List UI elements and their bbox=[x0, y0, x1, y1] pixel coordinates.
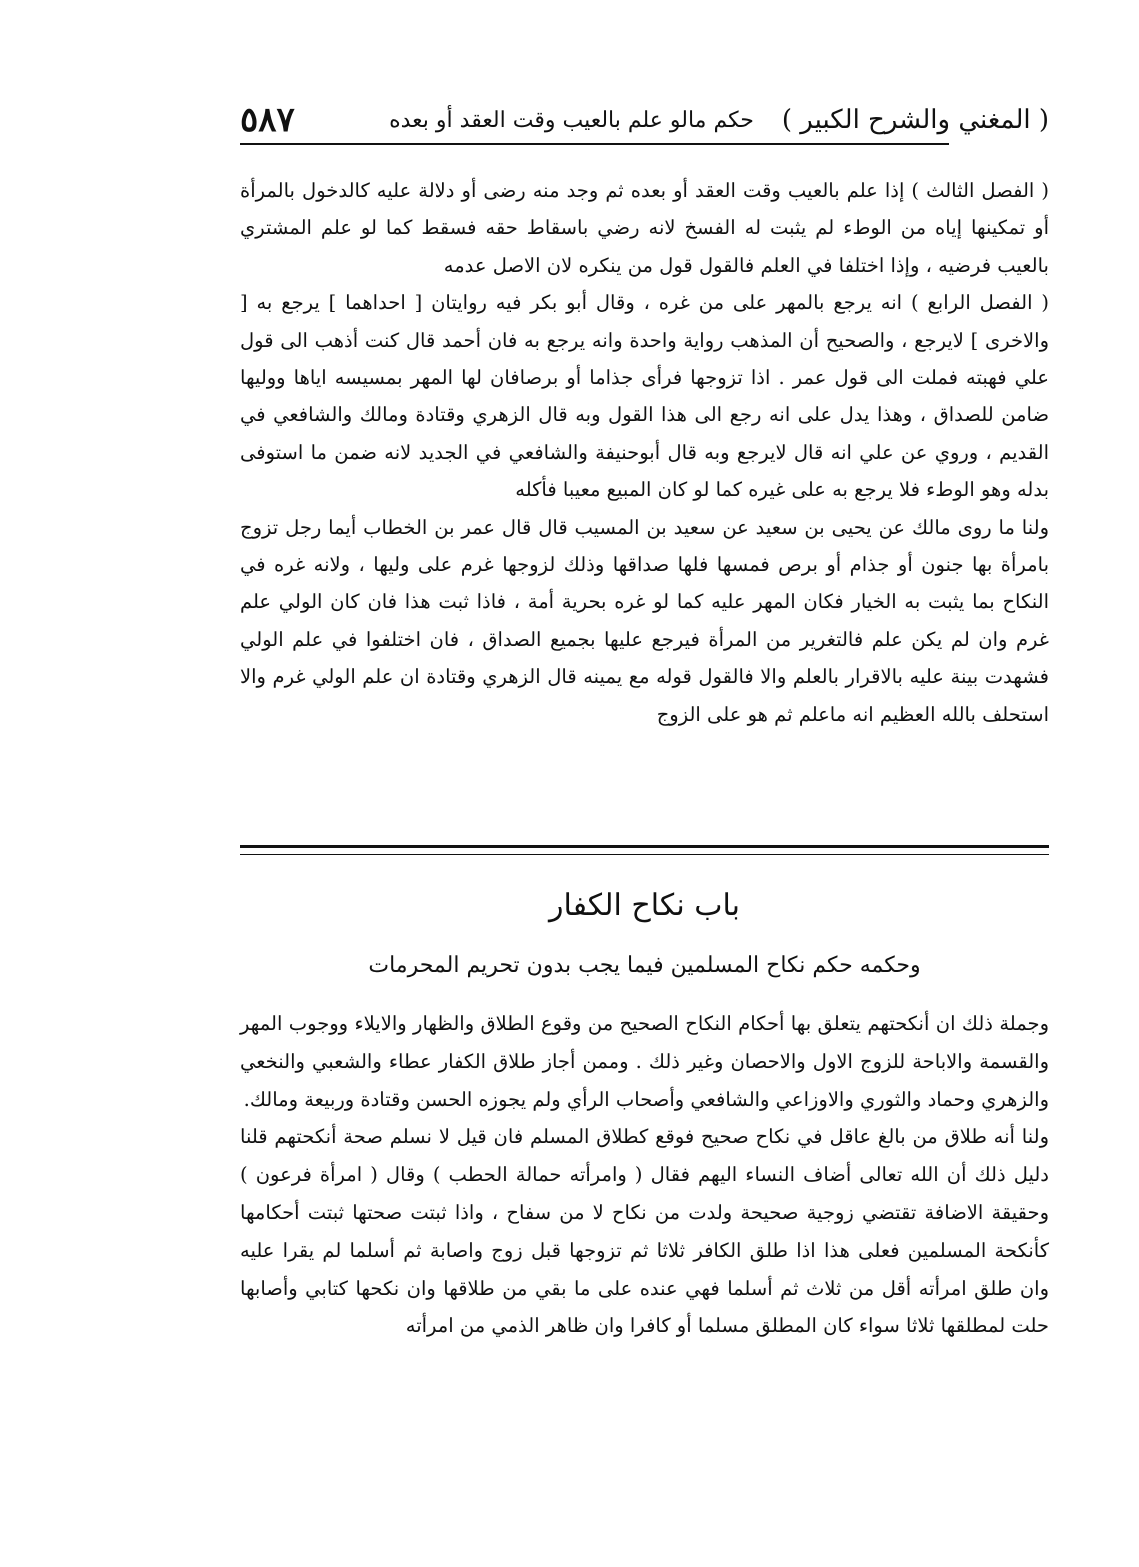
page-header bbox=[240, 100, 1049, 140]
paragraph-summary: وجملة ذلك ان أنكحتهم يتعلق بها أحكام النكاح الصحيح من وقوع الطلاق والظهار والايلاء ووجوب المهر والقسمة والاباحة للزوج الاول والاحصان وغير ذلك . وممن أجاز طلاق الكفار عطاء والشعبي والنخعي والزهري وحماد والثوري والاوزاعي والشافعي وأصحاب الرأي ولم يجوزه الحسن وقتادة وربيعة ومالك. bbox=[240, 1012, 1049, 1111]
paragraph-argument: ولنا أنه طلاق من بالغ عاقل في نكاح صحيح فوقع كطلاق المسلم فان قيل لا نسلم صحة أنكحتهم قلنا دليل ذلك أن الله تعالى أضاف النساء اليهم فقال ( وامرأته حمالة الحطب ) وقال ( امرأة فرعون ) وحقيقة الاضافة تقتضي زوجية صحيحة ولدت من نكاح لا من سفاح ، واذا ثبتت صحتها ثبتت أحكامها كأنكحة المسلمين فعلى هذا اذا طلق الكافر ثلاثا ثم تزوجها قبل زوج واصابة ثم أسلما لم يقرا عليه وان طلق امرأته أقل من ثلاث ثم أسلما فهي عنده على ما بقي من طلاقها وان نكحها كتابي وأصابها حلت لمطلقها ثلاثا سواء كان المطلق مسلما أو كافرا وان ظاهر الذمي من امرأته bbox=[240, 1125, 1049, 1338]
header-section-title: حكم مالو علم بالعيب وقت العقد أو بعده bbox=[389, 107, 754, 133]
chapter-subtitle: وحكمه حكم نكاح المسلمين فيما يجب بدون تحريم المحرمات bbox=[368, 953, 921, 978]
paragraph-fasl-3: ( الفصل الثالث ) إذا علم بالعيب وقت العقد أو بعده ثم وجد منه رضى أو دلالة عليه كالدخول بالمرأة أو تمكينها إياه من الوطء لم يثبت له الفسخ لانه رضي باسقاط حقه فسقط كما لو علم المشتري بالعيب فرضيه ، وإذا اختلفا في العلم فالقول قول من ينكره لان الاصل عدمه bbox=[240, 179, 1049, 277]
section-1-text bbox=[240, 172, 1049, 733]
paragraph-fasl-4: ( الفصل الرابع ) انه يرجع بالمهر على من غره ، وقال أبو بكر فيه روايتان [ احداهما ] يرجع به [ والاخرى ] لايرجع ، والصحيح أن المذهب رواية واحدة وانه يرجع به فان أحمد قال كنت أذهب الى قول علي فهبته فملت الى قول عمر . اذا تزوجها فرأى جذاما أو برصافان لها المهر بمسيسه اياها ووليها ضامن للصداق ، وهذا يدل على انه رجع الى هذا القول وبه قال الزهري وقتادة ومالك والشافعي في القديم ، وروي عن علي انه قال لايرجع وبه قال أبوحنيفة والشافعي في الجديد لانه ضمن ما استوفى بدله وهو الوطء فلا يرجع به على غيره كما لو كان المبيع معيبا فأكله bbox=[240, 291, 1050, 502]
header-book-title: ( المغني والشرح الكبير ) bbox=[781, 105, 1049, 135]
chapter-title: باب نكاح الكفار bbox=[548, 888, 741, 923]
section-2-text bbox=[240, 1005, 1049, 1345]
paragraph-evidence: ولنا ما روى مالك عن يحيى بن سعيد عن سعيد بن المسيب قال قال عمر بن الخطاب أيما رجل تزوج بامرأة بها جنون أو جذام أو برص فمسها فلها صداقها وذلك لزوجها غرم على وليها ، ولانه غره في النكاح بما يثبت به الخيار فكان المهر عليه كما لو غره بحرية أمة ، فاذا ثبت هذا فان كان الولي علم غرم وان لم يكن علم فالتغرير من المرأة فيرجع عليها بجميع الصداق ، فان اختلفوا في علم الولي فشهدت بينة عليه بالاقرار بالعلم والا فالقول قوله مع يمينه قال الزهري وقتادة ان علم الولي غرم والا استحلف بالله العظيم انه ماعلم ثم هو على الزوج bbox=[240, 515, 1049, 726]
section-divider bbox=[240, 845, 1049, 855]
header-divider bbox=[240, 143, 949, 145]
page-number: ٥٨٧ bbox=[240, 100, 295, 140]
